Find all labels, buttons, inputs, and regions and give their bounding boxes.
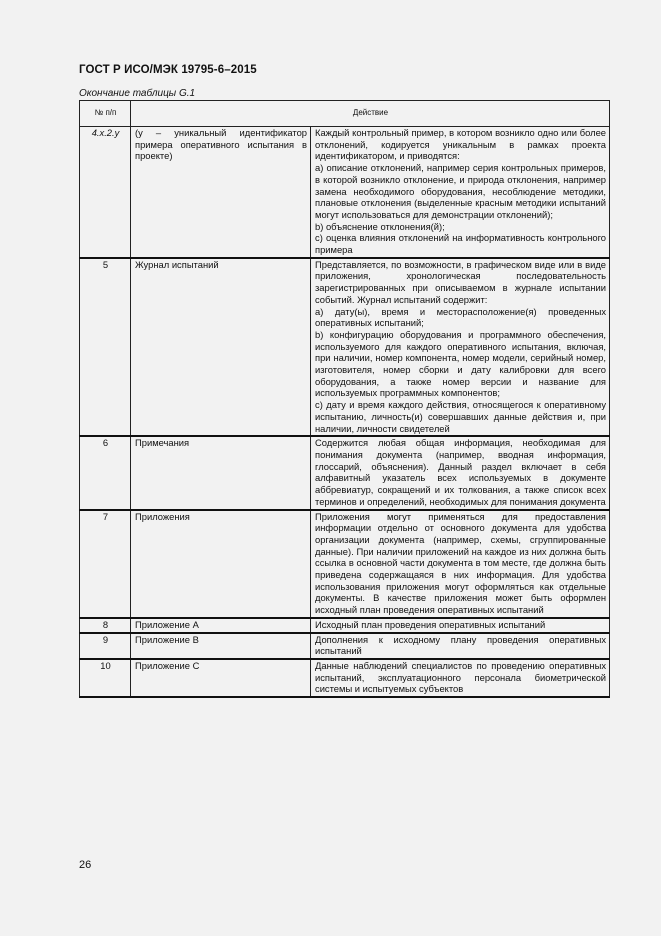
- action-paragraph: Исходный план проведения оперативных испытаний: [315, 618, 546, 630]
- table-row: [80, 633, 610, 659]
- row-number: 10: [80, 659, 131, 697]
- document-header: ГОСТ Р ИСО/МЭК 19795-6–2015: [79, 64, 257, 76]
- action-paragraph: Дополнения к исходному плану проведения оперативных испытаний: [315, 633, 607, 657]
- row-number: 8: [80, 618, 131, 633]
- action-paragraph: c) оценка влияния отклонений на информативность контрольного примера: [315, 232, 607, 256]
- action-paragraph: а) описание отклонений, например серия контрольных примеров, в которой возникло отклонение, и природа отклонения, например замена необходимого оборудования, несоблюдение методики, плановые отклонения (выделенные красным методики испытаний могут использоваться для демонстрации отклонений);: [315, 162, 607, 220]
- row-name: Примечания: [131, 436, 311, 509]
- action-paragraph: а) дату(ы), время и месторасположение(я) проведенных оперативных испытаний;: [315, 305, 607, 329]
- row-name: Журнал испытаний: [131, 258, 311, 437]
- action-paragraph: b) объяснение отклонения(й);: [315, 220, 445, 232]
- table-row: [80, 510, 610, 618]
- row-name: Приложения: [131, 510, 311, 618]
- table-row: [80, 127, 610, 258]
- table-row: [80, 258, 610, 437]
- row-name: Приложение C: [131, 659, 311, 697]
- action-paragraph: Содержится любая общая информация, необходимая для понимания документа (например, вводная информация, глоссарий, объяснения). Данный раздел включает в себя алфавитный указатель всех используемых в документе аббревиатур, сокращений и их толкования, а также список всех терминов и определений, необходимых для понимания документа: [315, 437, 607, 507]
- row-action: [311, 659, 610, 697]
- action-paragraph: Представляется, по возможности, в графическом виде или в виде приложения, хронологическая последовательность зарегистрированных при описываемом в журнале испытании событий. Журнал испытаний содержит:: [315, 258, 607, 305]
- action-paragraph: Каждый контрольный пример, в котором возникло одно или более отклонений, кодируется уникальным в рамках проекта идентификатором, и приводятся:: [315, 127, 607, 162]
- row-number: 7: [80, 510, 131, 618]
- action-paragraph: Данные наблюдений специалистов по проведению оперативных испытаний, эксплуатационного персонала биометрической системы и испытуемых субъектов: [315, 659, 607, 695]
- row-name: (y – уникальный идентификатор примера оперативного испытания в проекте): [131, 127, 311, 258]
- actions-table: [79, 100, 610, 698]
- row-action: [311, 258, 610, 437]
- table-row: [80, 436, 610, 509]
- row-action: [311, 510, 610, 618]
- row-number: 4.x.2.y: [80, 127, 131, 258]
- table-caption: Окончание таблицы G.1: [79, 88, 196, 99]
- action-paragraph: b) конфигурацию оборудования и программного обеспечения, используемого для каждого оперативного испытания, включая, при наличии, номер компонента, номер модели, серийный номер, изготовителя, номер сборки и дату калибровки для всего оборудования, а также номер версии и название для используемых программных компонентов;: [315, 328, 607, 399]
- table-row: [80, 659, 610, 697]
- row-number: 9: [80, 633, 131, 659]
- row-action: [311, 618, 610, 633]
- action-paragraph: Приложения могут применяться для предоставления информации отдельно от основного документа для удобства организации документа (например, схемы, сгруппированные данные). При наличии приложений на каждое из них должна быть ссылка в основной части документа в том месте, где должна быть приведена содержащаяся в них информация. Для удобства использования приложения могут оформляться как отдельные документы. В качестве приложения может быть оформлен исходный план проведения оперативных испытаний: [315, 510, 607, 616]
- row-action: [311, 127, 610, 258]
- page-number: 26: [79, 859, 92, 871]
- action-paragraph: c) дату и время каждого действия, относящегося к оперативному испытанию, личность(и) совершавших данные действия и, при наличии, личности свидетелей: [315, 399, 607, 434]
- row-number: 5: [80, 258, 131, 437]
- row-action: [311, 633, 610, 659]
- row-action: [311, 436, 610, 509]
- table-row: [80, 618, 610, 633]
- row-name: Приложение A: [131, 618, 311, 633]
- column-header-action: Действие: [131, 101, 610, 127]
- row-name: Приложение B: [131, 633, 311, 659]
- table-header-row: [80, 101, 610, 127]
- column-header-num: № п/п: [80, 101, 131, 127]
- row-number: 6: [80, 436, 131, 509]
